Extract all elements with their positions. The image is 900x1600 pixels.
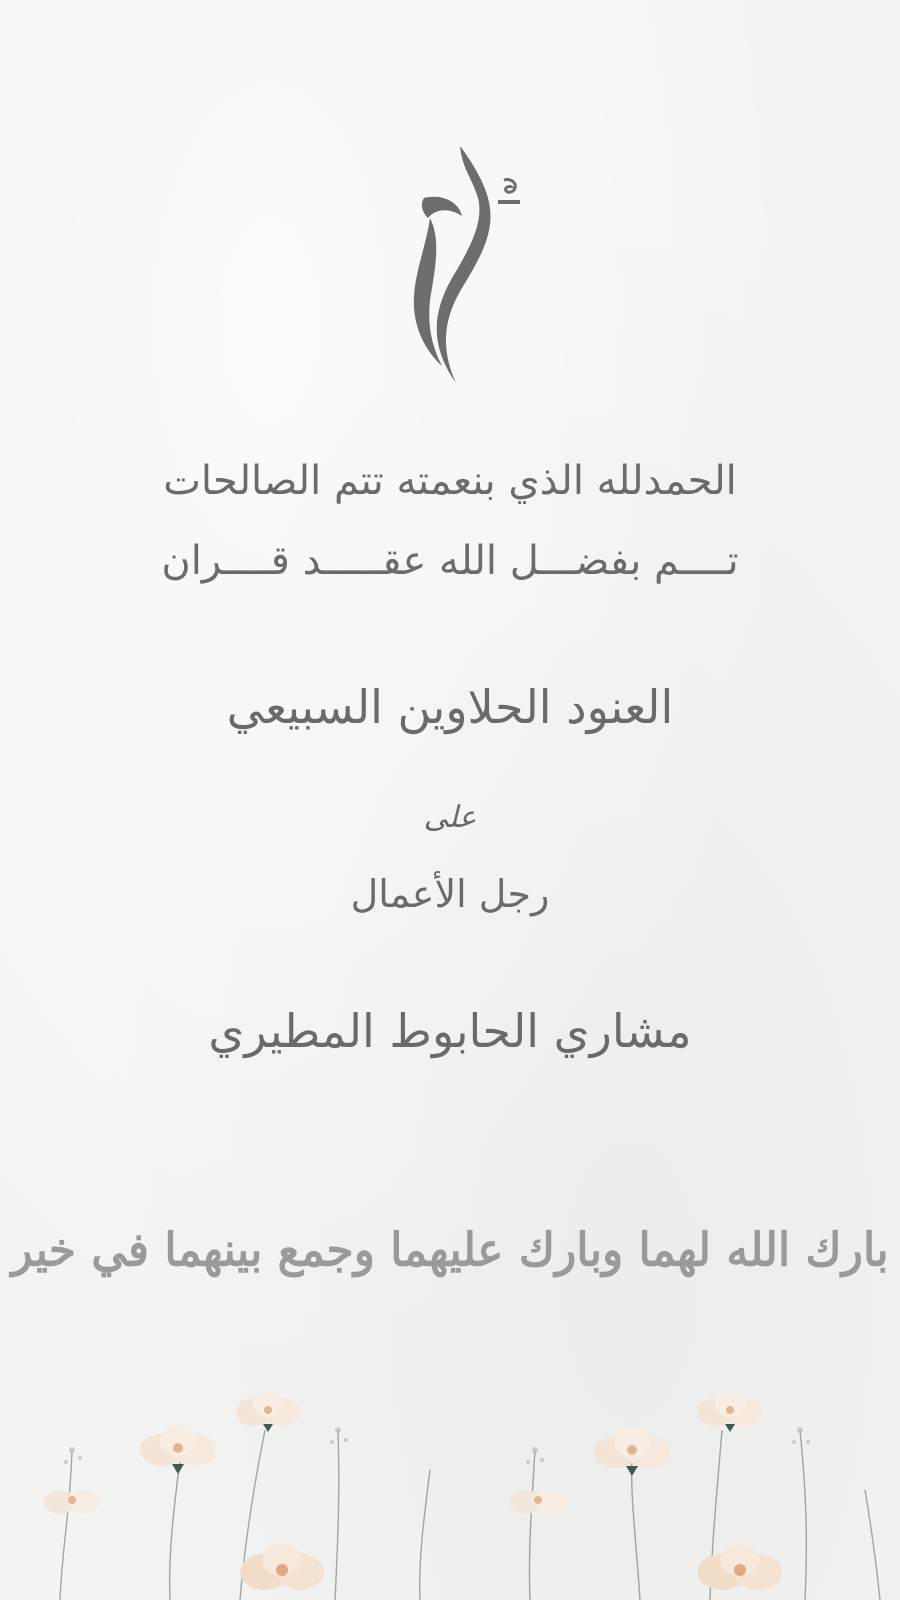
bride-name: العنود الحلاوين السبيعي [226,680,674,734]
calligraphy-monogram-icon [400,138,540,398]
announcement-line: تــــم بفضـــل الله عقـــــد قــــران [161,538,739,584]
connector-text: على [423,800,477,835]
groom-name: مشاري الحابوط المطيري [208,1004,692,1058]
watercolor-flowers-icon [0,1390,900,1600]
praise-line: الحمدلله الذي بنعمته تتم الصالحات [163,458,737,504]
groom-title: رجل الأعمال [350,872,550,916]
blessing-calligraphy: بارك الله لهما وبارك عليهما وجمع بينهما في خير [11,1223,889,1278]
